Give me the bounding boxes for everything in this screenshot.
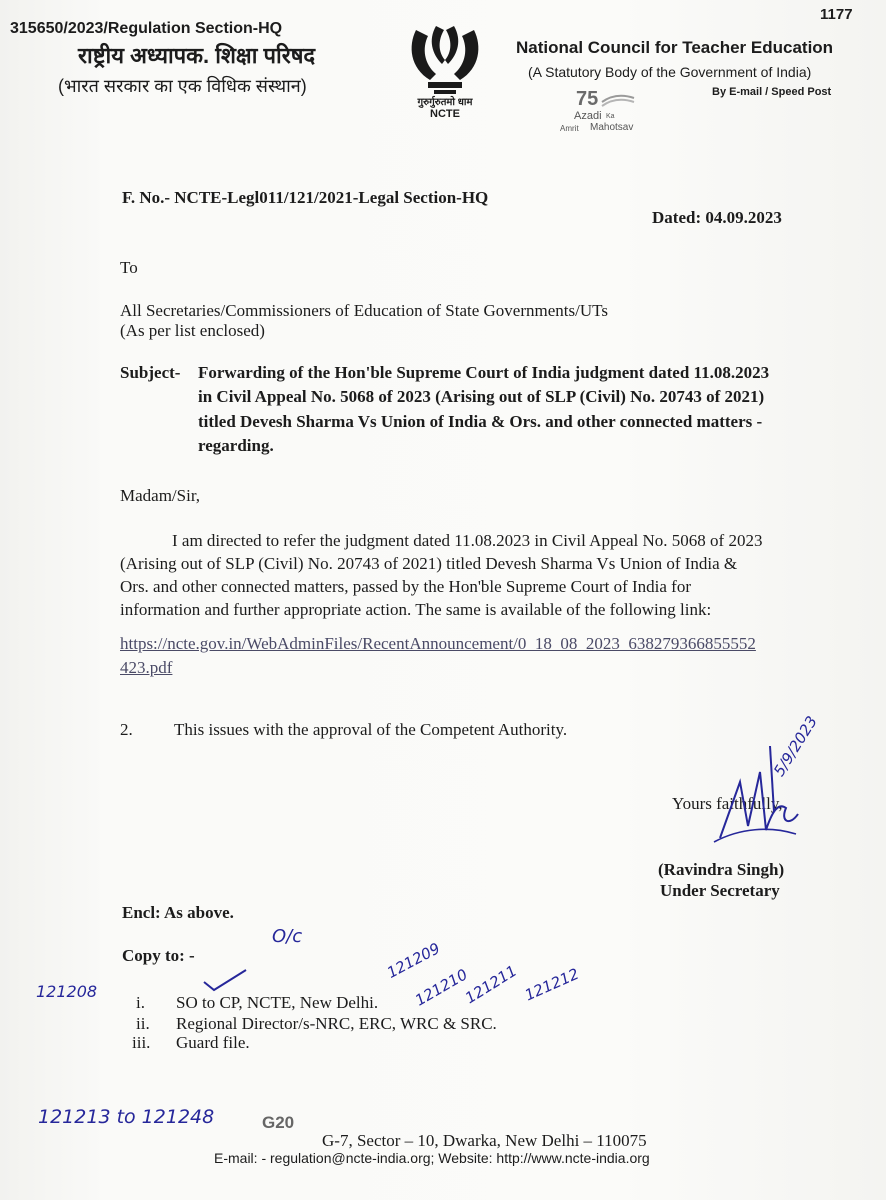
paragraph-1-line-4: information and further appropriate action. The same is available of the following link: [120,600,712,619]
enclosure: Encl: As above. [122,903,234,922]
ncte-emblem-icon [398,24,492,96]
paragraph-1-line-2: (Arising out of SLP (Civil) No. 20743 of 2021) titled Devesh Sharma Vs Union of India & [120,554,738,573]
handwritten-dispatch-5: 121212 [522,964,582,1005]
footer-address: G-7, Sector – 10, Dwarka, New Delhi – 110075 [322,1131,647,1150]
hindi-council-name: राष्ट्रीय अध्यापक. शिक्षा परिषद [78,43,316,68]
paragraph-2-text: This issues with the approval of the Competent Authority. [174,720,568,739]
subject-line-4: regarding. [198,436,274,455]
handwritten-dispatch-1: 121208 [36,982,98,1001]
flag-swoosh-icon [600,92,636,108]
azadi-word: Azadi [574,110,602,122]
hindi-subtitle: (भारत सरकार का एक विधिक संस्थान) [58,76,307,96]
english-subtitle: (A Statutory Body of the Government of India) [528,64,812,80]
to-label: To [120,258,138,277]
copy-3-text: Guard file. [176,1033,250,1052]
file-number: F. No.- NCTE-Legl011/121/2021-Legal Section-HQ [122,188,489,207]
salutation: Madam/Sir, [120,486,201,505]
mahotsav-word: Mahotsav [590,122,634,133]
azadi-ka: Ka [606,113,615,120]
copy-to-label: Copy to: - [122,946,195,965]
addressee-line-1: All Secretaries/Commissioners of Education of State Governments/UTs [120,301,608,320]
copy-3-number: iii. [132,1033,151,1052]
subject-line-2: in Civil Appeal No. 5068 of 2023 (Arising out of SLP (Civil) No. 20743 of 2021) [198,387,765,406]
logo-motto: गुरुर्गुरुतमो धाम [417,97,473,108]
azadi-number: 75 [576,88,599,110]
copy-1-text: SO to CP, NCTE, New Delhi. [176,993,379,1012]
tick-mark-icon [200,968,250,992]
diary-number: 315650/2023/Regulation Section-HQ [10,20,283,37]
signatory-name: (Ravindra Singh) [658,860,785,879]
page-number: 1177 [820,6,853,23]
ncte-logo [398,24,492,124]
english-council-name: National Council for Teacher Education [516,38,834,57]
amrit-word: Amrit [560,124,579,133]
paragraph-1-line-3: Ors. and other connected matters, passed by the Hon'ble Supreme Court of India for [120,577,691,596]
footer-contact: E-mail: - regulation@ncte-india.org; Website: http://www.ncte-india.org [214,1150,650,1166]
signatory-designation: Under Secretary [660,881,780,900]
g20-logo: G20 [262,1113,295,1132]
paragraph-1-line-1: I am directed to refer the judgment dated 11.08.2023 in Civil Appeal No. 5068 of 2023 [172,531,763,550]
subject-line-1: Forwarding of the Hon'ble Supreme Court of India judgment dated 11.08.2023 [198,363,770,382]
signature-date: 5/9/2023 [770,712,821,780]
letter-date: Dated: 04.09.2023 [652,208,782,227]
handwritten-dispatch-4: 121211 [462,961,521,1008]
handwritten-oc: O/c [272,926,303,947]
subject-line-3: titled Devesh Sharma Vs Union of India & Ors. and other connected matters - [198,412,763,431]
handwritten-dispatch-range: 121213 to 121248 [38,1106,215,1128]
logo-text: NCTE [430,108,460,120]
paragraph-2-number: 2. [120,720,133,739]
copy-2-text: Regional Director/s-NRC, ERC, WRC & SRC. [176,1014,497,1033]
azadi-logo [560,86,670,144]
handwritten-dispatch-2: 121209 [384,939,444,982]
judgment-link-line-2[interactable]: 423.pdf [120,658,173,677]
judgment-link-line-1[interactable]: https://ncte.gov.in/WebAdminFiles/RecentAnnouncement/0_18_08_2023_638279366855552 [120,634,756,653]
subject-label: Subject- [120,363,181,382]
closing: Yours faithfully, [672,794,783,813]
delivery-mode: By E-mail / Speed Post [712,86,832,98]
addressee-line-2: (As per list enclosed) [120,321,265,340]
handwritten-dispatch-3: 121210 [412,965,471,1010]
copy-2-number: ii. [136,1014,150,1033]
copy-1-number: i. [136,993,145,1012]
